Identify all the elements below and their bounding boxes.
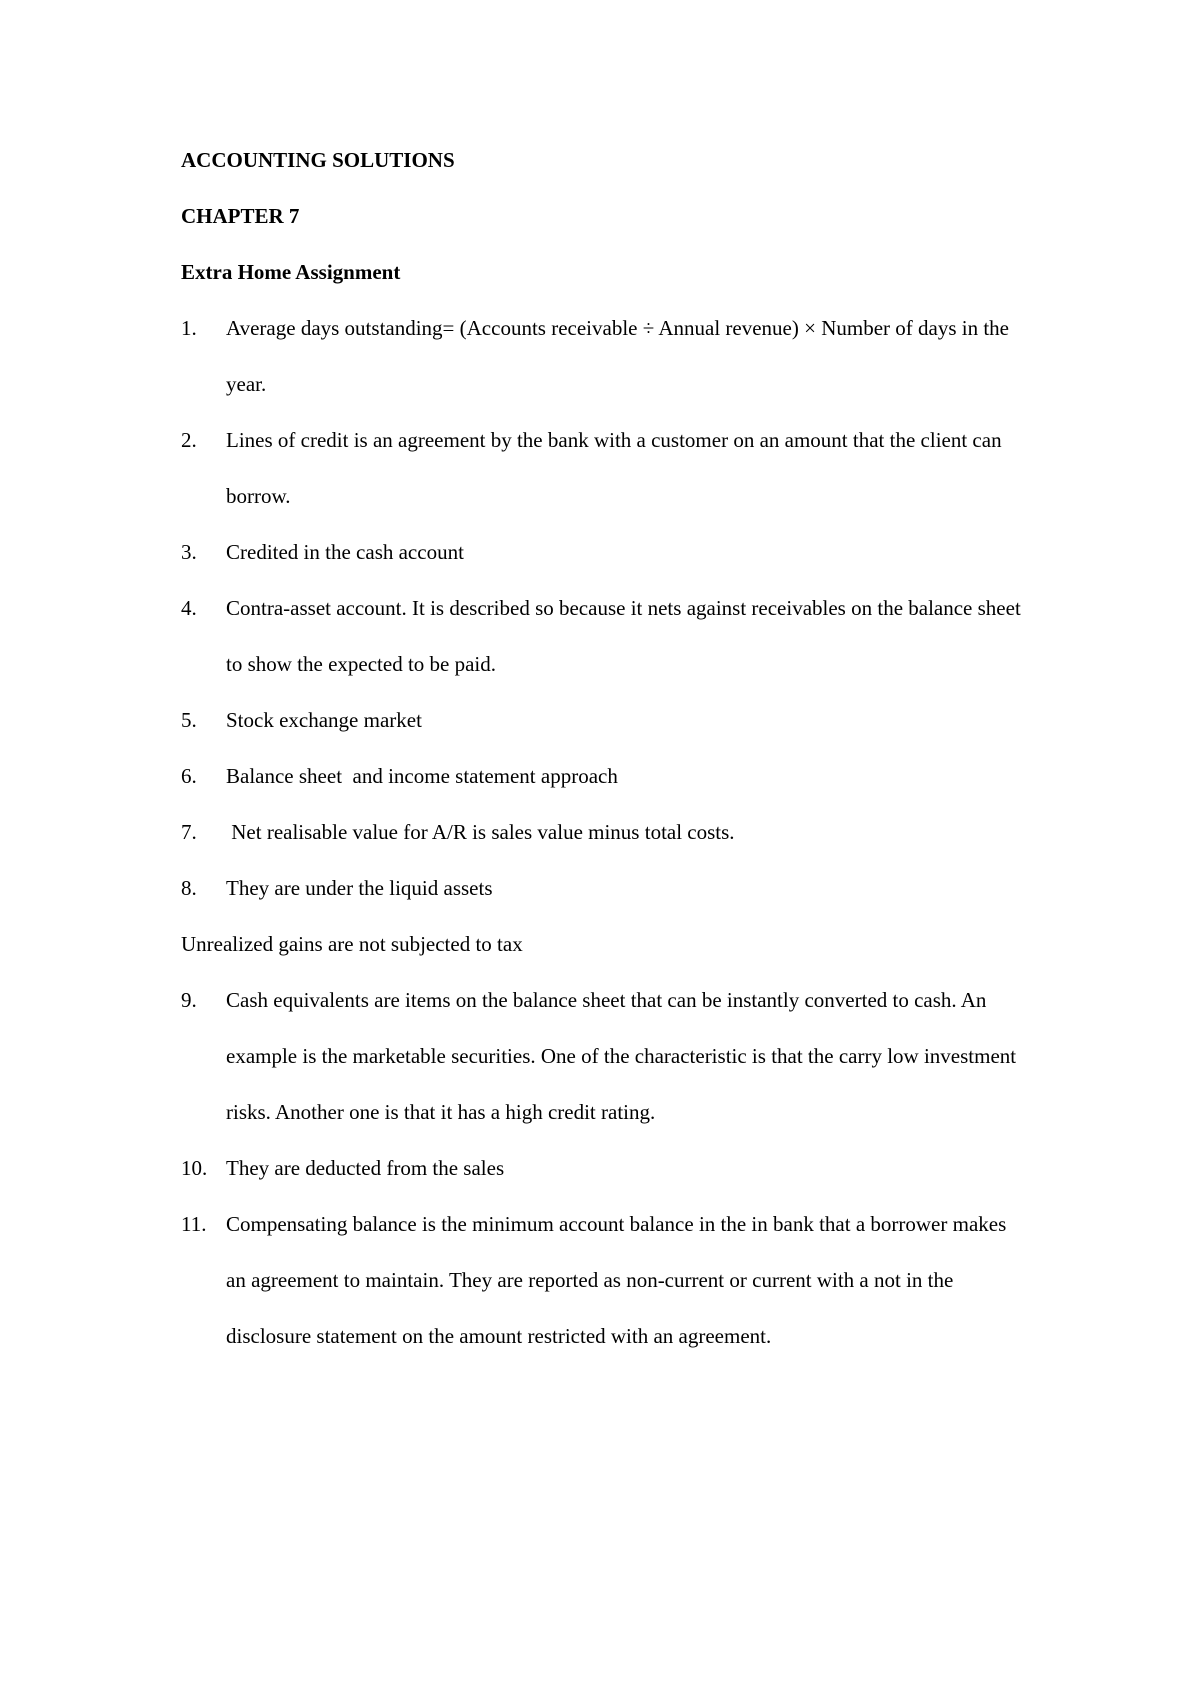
list-item-2 [181,412,1021,524]
list-item-number: 1. [181,316,197,340]
list-item-text: Lines of credit is an agreement by the bank with a customer on an amount that the client can borrow. [226,428,1002,508]
list-item-9 [181,972,1021,1140]
list-item-8 [181,860,1021,916]
list-item-text: Average days outstanding= (Accounts receivable ÷ Annual revenue) × Number of days in the year. [226,316,1009,396]
list-item-number: 7. [181,820,197,844]
list-item-1 [181,300,1021,412]
list-item-number: 3. [181,540,197,564]
list-item-number: 9. [181,988,197,1012]
unnumbered-line: Unrealized gains are not subjected to tax [181,932,523,956]
list-item-number: 10. [181,1156,208,1180]
chapter-heading: CHAPTER 7 [181,204,300,228]
list-item-4 [181,580,1021,692]
list-item-3 [181,524,1021,580]
list-item-10 [181,1140,1021,1196]
list-item-6 [181,748,1021,804]
list-item-text: Cash equivalents are items on the balance sheet that can be instantly converted to cash. An example is the marketable securities. One of the characteristic is that the carry low investment risks. Another one is that it has a high credit rating. [226,988,1017,1124]
list-item-number: 11. [181,1212,207,1236]
section-heading: Extra Home Assignment [181,260,401,284]
list-item-text: They are under the liquid assets [226,876,493,900]
list-item-text: Contra-asset account. It is described so because it nets against receivables on the balance sheet to show the expected to be paid. [226,596,1021,676]
list-item-number: 2. [181,428,197,452]
list-item-text: Balance sheet and income statement approach [226,764,618,788]
list-item-text: Stock exchange market [226,708,422,732]
list-item-number: 4. [181,596,197,620]
document-content [181,132,1021,1364]
list-item-text: Net realisable value for A/R is sales value minus total costs. [226,820,735,844]
list-item-text: Credited in the cash account [226,540,464,564]
list-item-7 [181,804,1021,860]
list-item-text: Compensating balance is the minimum account balance in the in bank that a borrower makes an agreement to maintain. They are reported as non-current or current with a not in the disclosure statement on the amount restricted with an agreement. [226,1212,1007,1348]
document-title: ACCOUNTING SOLUTIONS [181,148,455,172]
list-item-11 [181,1196,1021,1364]
list-item-number: 6. [181,764,197,788]
list-item-number: 8. [181,876,197,900]
list-item-5 [181,692,1021,748]
list-item-number: 5. [181,708,197,732]
list-item-text: They are deducted from the sales [226,1156,505,1180]
